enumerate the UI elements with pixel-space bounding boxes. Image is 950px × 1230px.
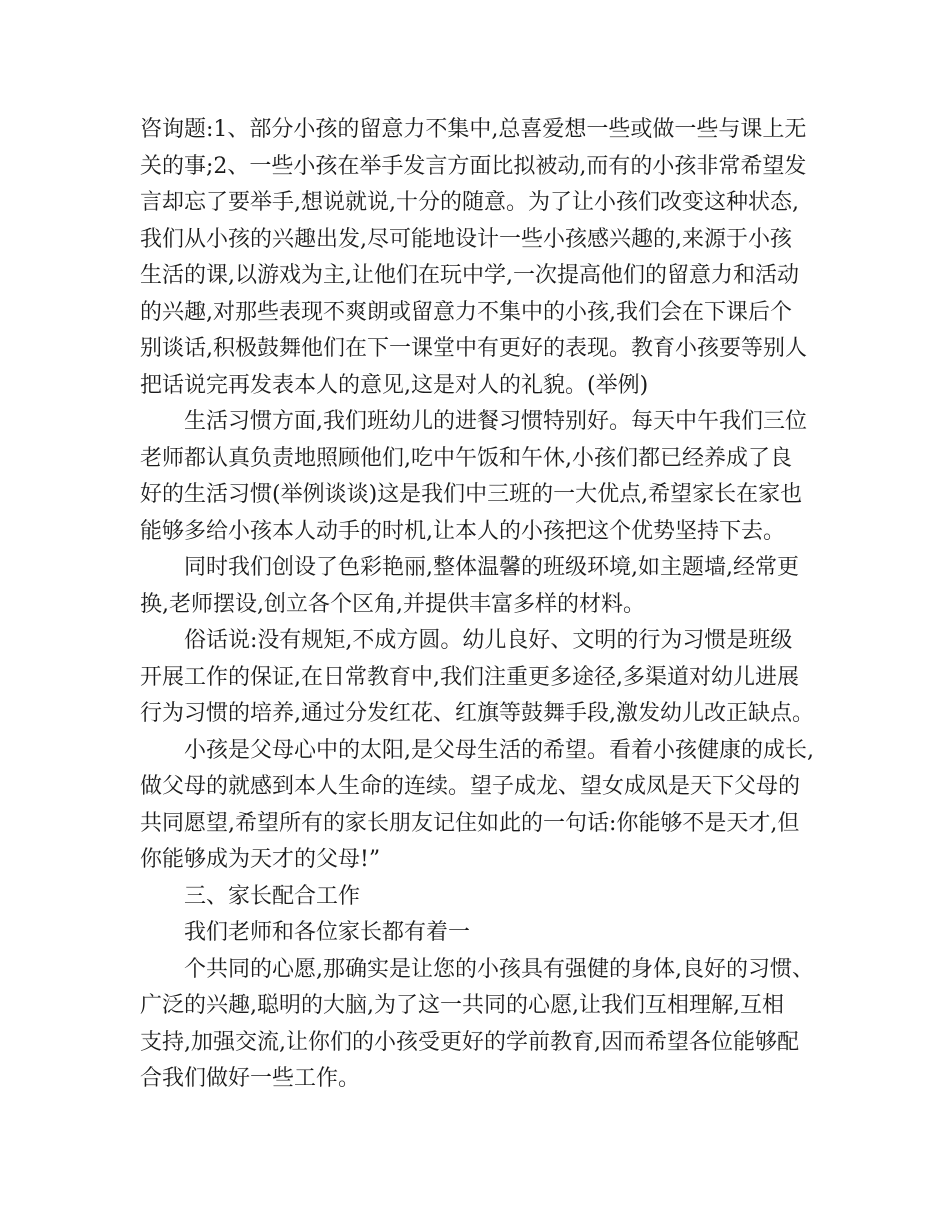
- text-line: 俗话说:没有规矩,不成方圆。幼儿良好、文明的行为习惯是班级: [184, 628, 793, 653]
- text-line: 能够多给小孩本人动手的时机,让本人的小孩把这个优势坚持下去。: [140, 518, 785, 544]
- text-line: 言却忘了要举手,想说就说,十分的随意。为了让小孩们改变这种状态,: [140, 190, 799, 215]
- text-line: 咨询题:1、部分小孩的留意力不集中,总喜爱想一些或做一些与课上无: [140, 117, 807, 142]
- text-line: 好的生活习惯(举例谈谈)这是我们中三班的一大优点,希望家长在家也: [140, 482, 803, 507]
- text-line: 生活习惯方面,我们班幼儿的进餐习惯特别好。每天中午我们三位: [184, 409, 807, 434]
- text-line: 你能够成为天才的父母!”: [140, 847, 381, 872]
- text-line: 三、家长配合工作: [184, 883, 361, 909]
- document-body-text: [140, 112, 820, 1098]
- text-line: 生活的课,以游戏为主,让他们在玩中学,一次提高他们的留意力和活动: [140, 263, 799, 288]
- text-line: 关的事;2、一些小孩在举手发言方面比拟被动,而有的小孩非常希望发: [140, 153, 807, 179]
- text-line: 做父母的就感到本人生命的连续。望子成龙、望女成凤是天下父母的: [140, 774, 801, 799]
- text-line: 共同愿望,希望所有的家长朋友记住如此的一句话:你能够不是天才,但: [140, 810, 800, 836]
- text-line: 支持,加强交流,让你们的小孩受更好的学前教育,因而希望各位能够配: [140, 1029, 799, 1055]
- text-line: 的兴趣,对那些表现不爽朗或留意力不集中的小孩,我们会在下课后个: [140, 299, 792, 325]
- text-line: 广泛的兴趣,聪明的大脑,为了这一共同的心愿,让我们互相理解,互相: [140, 993, 784, 1018]
- text-line: 老师都认真负责地照顾他们,吃中午饭和午休,小孩们都已经养成了良: [140, 445, 792, 471]
- text-line: 行为习惯的培养,通过分发红花、红旗等鼓舞手段,激发幼儿改正缺点。: [140, 701, 814, 726]
- text-line: 别谈话,积极鼓舞他们在下一课堂中有更好的表现。教育小孩要等别人: [140, 336, 807, 361]
- text-line: 小孩是父母心中的太阳,是父母生活的希望。看着小孩健康的成长,: [184, 737, 814, 763]
- text-line: 我们从小孩的兴趣出发,尽可能地设计一些小孩感兴趣的,来源于小孩: [140, 226, 792, 252]
- text-line: 把话说完再发表本人的意见,这是对人的礼貌。(举例): [140, 372, 649, 398]
- text-line: 个共同的心愿,那确实是让您的小孩具有强健的身体,良好的习惯、: [184, 956, 814, 982]
- text-line: 我们老师和各位家长都有着一: [184, 920, 471, 945]
- text-line: 换,老师摆设,创立各个区角,并提供丰富多样的材料。: [140, 591, 645, 617]
- text-line: 同时我们创设了色彩艳丽,整体温馨的班级环境,如主题墙,经常更: [184, 555, 799, 580]
- text-line: 开展工作的保证,在日常教育中,我们注重更多途径,多渠道对幼儿进展: [140, 664, 799, 690]
- text-line: 合我们做好一些工作。: [140, 1066, 361, 1091]
